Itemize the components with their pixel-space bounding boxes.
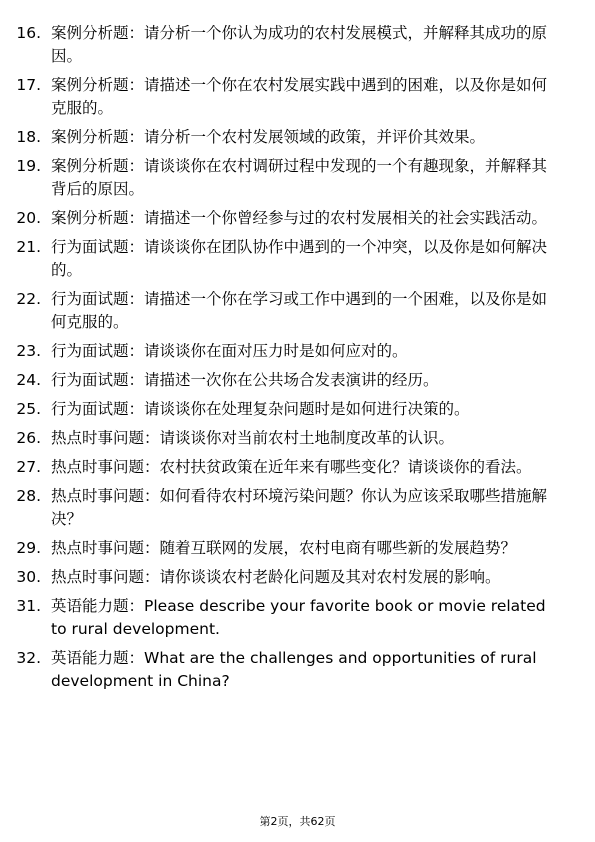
question-text: 行为面试题：请谈谈你在处理复杂问题时是如何进行决策的。 (51, 400, 470, 418)
question-number: 20. (16, 209, 41, 227)
question-item-28 (0, 485, 595, 531)
question-text: 行为面试题：请描述一个你在学习或工作中遇到的一个困难，以及你是如何克服的。 (51, 290, 548, 331)
question-number: 25. (16, 400, 41, 418)
question-text: 热点时事问题：如何看待农村环境污染问题？你认为应该采取哪些措施解决？ (51, 487, 548, 528)
question-number: 21. (16, 238, 41, 256)
question-number: 16. (16, 24, 41, 42)
question-number: 26. (16, 429, 41, 447)
question-number: 24. (16, 371, 41, 389)
question-text: 英语能力题：What are the challenges and opportunities of rural development in China? (51, 649, 537, 690)
question-item-26 (0, 427, 595, 450)
question-item-21 (0, 236, 595, 282)
question-text: 案例分析题：请分析一个你认为成功的农村发展模式，并解释其成功的原因。 (51, 24, 548, 65)
question-item-29 (0, 537, 595, 560)
question-item-23 (0, 340, 595, 363)
question-text: 英语能力题：Please describe your favorite book or movie related to rural development. (51, 597, 546, 638)
question-number: 22. (16, 290, 41, 308)
question-text: 案例分析题：请分析一个农村发展领域的政策，并评价其效果。 (51, 128, 486, 146)
question-item-19 (0, 155, 595, 201)
question-number: 30. (16, 568, 41, 586)
question-text: 案例分析题：请描述一个你在农村发展实践中遇到的困难，以及你是如何克服的。 (51, 76, 548, 117)
question-item-20 (0, 207, 595, 230)
question-item-24 (0, 369, 595, 392)
question-item-31 (0, 595, 595, 641)
question-item-18 (0, 126, 595, 149)
question-text: 热点时事问题：农村扶贫政策在近年来有哪些变化？请谈谈你的看法。 (51, 458, 532, 476)
question-number: 23. (16, 342, 41, 360)
question-text: 热点时事问题：请你谈谈农村老龄化问题及其对农村发展的影响。 (51, 568, 501, 586)
question-list (0, 22, 595, 699)
question-number: 28. (16, 487, 41, 505)
question-text: 行为面试题：请谈谈你在面对压力时是如何应对的。 (51, 342, 408, 360)
question-text: 热点时事问题：随着互联网的发展，农村电商有哪些新的发展趋势？ (51, 539, 517, 557)
question-text: 行为面试题：请描述一次你在公共场合发表演讲的经历。 (51, 371, 439, 389)
question-item-25 (0, 398, 595, 421)
question-item-30 (0, 566, 595, 589)
question-number: 32. (16, 649, 41, 667)
question-item-27 (0, 456, 595, 479)
question-number: 17. (16, 76, 41, 94)
page-footer: 第2页，共62页 (259, 815, 336, 828)
question-item-32 (0, 647, 595, 693)
question-item-17 (0, 74, 595, 120)
question-number: 31. (16, 597, 41, 615)
question-text: 案例分析题：请描述一个你曾经参与过的农村发展相关的社会实践活动。 (51, 209, 548, 227)
question-item-22 (0, 288, 595, 334)
question-number: 27. (16, 458, 41, 476)
question-number: 19. (16, 157, 41, 175)
question-text: 案例分析题：请谈谈你在农村调研过程中发现的一个有趣现象，并解释其背后的原因。 (51, 157, 548, 198)
question-text: 热点时事问题：请谈谈你对当前农村土地制度改革的认识。 (51, 429, 455, 447)
question-text: 行为面试题：请谈谈你在团队协作中遇到的一个冲突，以及你是如何解决的。 (51, 238, 548, 279)
question-item-16 (0, 22, 595, 68)
question-number: 29. (16, 539, 41, 557)
question-number: 18. (16, 128, 41, 146)
